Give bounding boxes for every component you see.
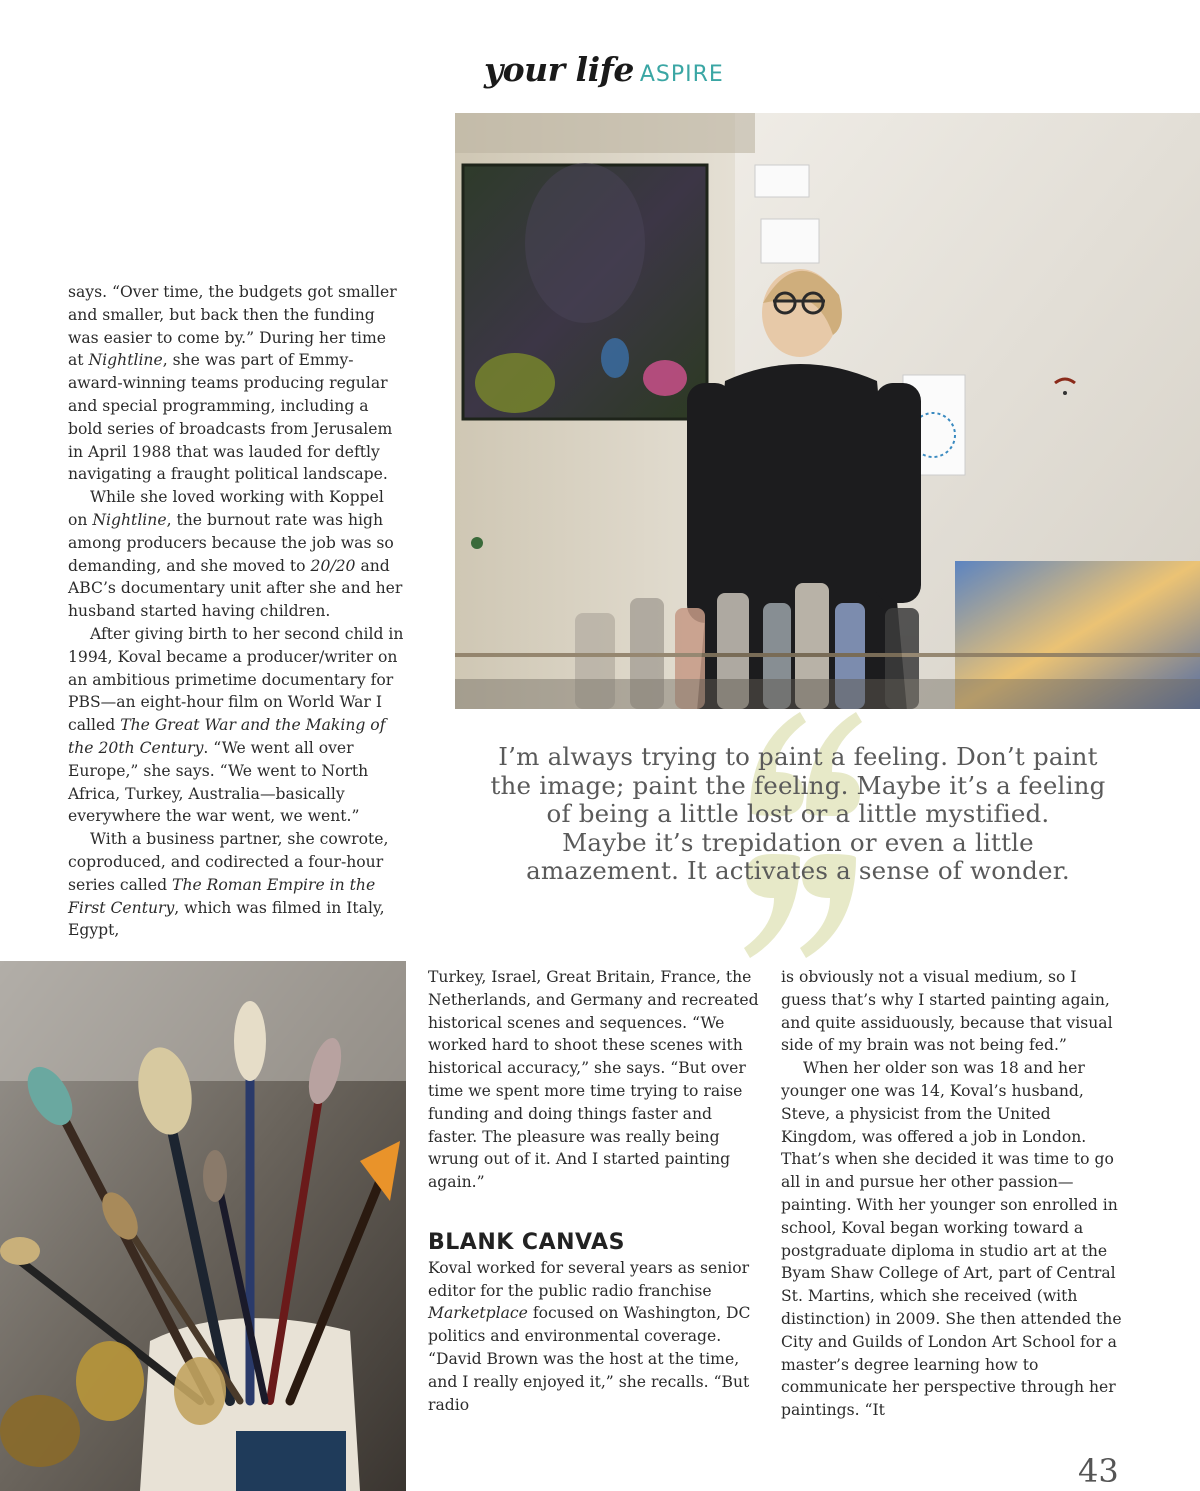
pull-quote-line: Maybe it’s trepidation or even a little <box>562 827 1034 857</box>
pull-quote-line: I’m always trying to paint a feeling. Don’t paint <box>498 742 1098 771</box>
pull-quote-line: the image; paint the feeling. Maybe it’s a feeling <box>490 770 1106 800</box>
italic-title: The Great War and the Making of the 20th Century <box>68 716 386 757</box>
italic-title: The Roman Empire in the First Century <box>68 875 376 917</box>
article-column-2 <box>428 966 760 1416</box>
pull-quote-line: of being a little lost or a little mystified. <box>546 799 1050 829</box>
pull-quote-line: amazement. It activates a sense of wonder. <box>526 856 1070 886</box>
paragraph: is obviously not a visual medium, so I guess that’s why I started painting again, and quite assiduously, because that visual side of my brain was not being fed.” <box>781 968 1113 1055</box>
italic-title: 20/20 <box>310 556 356 575</box>
page-header <box>484 50 784 96</box>
artist-studio-photo <box>455 113 1200 709</box>
article-column-3 <box>781 966 1123 1422</box>
paragraph: While she loved working with Koppel on Nightline, the burnout rate was high among producers because the job was so demanding, and she moved to 20/20 and ABC’s documentary unit after she and her husband started having children. <box>68 488 403 621</box>
italic-title: Nightline <box>92 510 167 529</box>
paragraph: says. “Over time, the budgets got smaller and smaller, but back then the funding was easier to come by.” During her time at Nightline, she was part of Emmy-award-winning teams producing regular and special programming, including a bold series of broadcasts from Jerusalem in April 1988 that was lauded for deftly navigating a fraught political landscape. <box>68 283 397 484</box>
section-heading: BLANK CANVAS <box>428 1229 625 1255</box>
paragraph: With a business partner, she cowrote, coproduced, and codirected a four-hour series called The Roman Empire in the First Century, which was filmed in Italy, Egypt, <box>68 830 389 940</box>
paragraph: After giving birth to her second child in 1994, Koval became a producer/writer on an ambitious primetime documentary for PBS—an eight-hour film on World War I called The Great War and the Making of the 20th Century. “We went all over Europe,” she says. “We went to North Africa, Turkey, Australia—basically everywhere the war went, we went.” <box>68 624 404 826</box>
paintbrushes-photo <box>0 961 406 1491</box>
italic-title: Nightline <box>88 351 163 370</box>
paragraph: Koval worked for several years as senior editor for the public radio franchise Marketplace focused on Washington, DC politics and environmental coverage. “David Brown was the host at the time, and I really enjoyed it,” she recalls. “But radio <box>428 1258 751 1414</box>
italic-title: Marketplace <box>428 1304 528 1323</box>
pull-quote <box>470 743 1126 886</box>
paragraph: When her older son was 18 and her younger one was 14, Koval’s husband, Steve, a physicist from the United Kingdom, was offered a job in London. That’s when she decided it was time to go all in and pursue her other passion—painting. With her younger son enrolled in school, Koval began working toward a postgraduate diploma in studio art at the Byam Shaw College of Art, part of Central St. Martins, which she received (with distinction) in 2009. She then attended the City and Guilds of London Art School for a master’s degree learning how to communicate her perspective through her paintings. “It <box>781 1059 1122 1420</box>
section-label: ASPIRE <box>639 62 724 87</box>
paragraph: Turkey, Israel, Great Britain, France, the Netherlands, and Germany and recreated historical scenes and sequences. “We worked hard to shoot these scenes with historical accuracy,” she says. “But over time we spent more time trying to raise funding and doing things faster and faster. The pleasure was really being wrung out of it. And I started painting again.” <box>428 968 759 1192</box>
section-script-title: your life <box>484 50 634 89</box>
page-number: 43 <box>1078 1452 1119 1490</box>
article-column-1 <box>68 281 406 942</box>
